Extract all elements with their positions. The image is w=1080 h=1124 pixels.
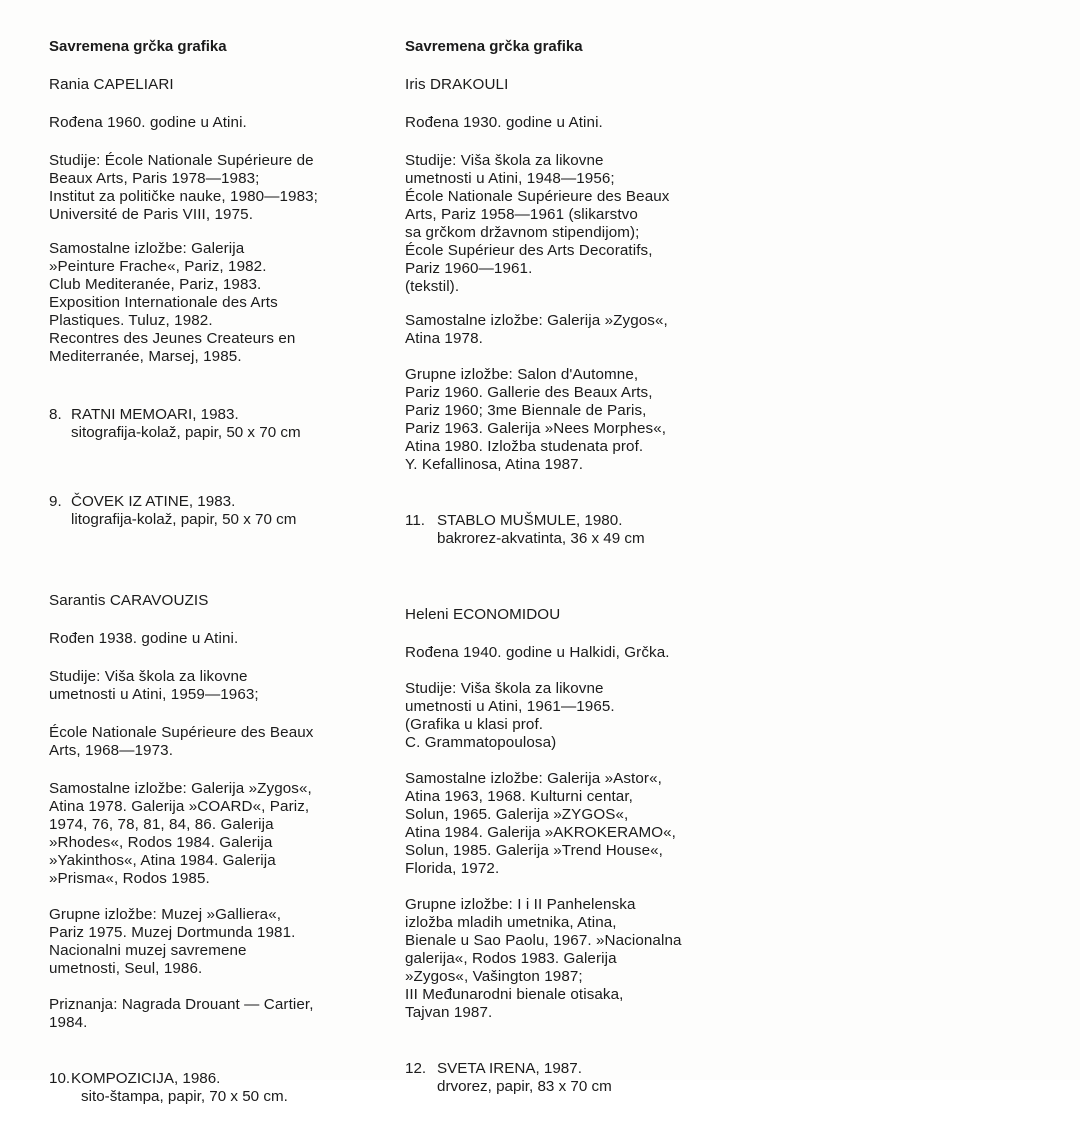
artist-born-economidou: Rođena 1940. godine u Halkidi, Grčka. [405,644,670,661]
work-detail: bakrorez-akvatinta, 36 x 49 cm [437,530,645,547]
work-item-12 [405,1042,735,1114]
artist-born-capeliari: Rođena 1960. godine u Atini. [49,114,247,131]
right-column [405,36,735,1114]
artist-solo-drakouli: Samostalne izložbe: Galerija »Zygos«, Atina 1978. [405,312,668,347]
work-title: RATNI MEMOARI, 1983. [71,406,239,423]
artist-group-drakouli: Grupne izložbe: Salon d'Automne, Pariz 1960. Gallerie des Beaux Arts, Pariz 1960; 3me Biennale de Paris, Pariz 1963. Galerija »Nees Morphes«, Atina 1980. Izložba studenata prof. Y. Kefallinosa, Atina 1987. [405,366,667,473]
work-item-9 [49,475,379,547]
work-item-8 [49,388,379,460]
artist-group-caravouzis: Grupne izložbe: Muzej »Galliera«, Pariz 1975. Muzej Dortmunda 1981. Nacionalni muzej savremene umetnosti, Seul, 1986. [49,906,296,977]
work-detail: sitografija-kolaž, papir, 50 x 70 cm [71,424,301,441]
artist-name-drakouli: Iris DRAKOULI [405,76,509,93]
artist-name-caravouzis: Sarantis CARAVOUZIS [49,592,209,609]
artist-born-drakouli: Rođena 1930. godine u Atini. [405,114,603,131]
work-number: 9. [49,493,62,510]
work-title: STABLO MUŠMULE, 1980. [437,512,623,529]
work-title: ČOVEK IZ ATINE, 1983. [71,493,236,510]
work-item-10 [49,1052,379,1124]
artist-name-capeliari: Rania CAPELIARI [49,76,174,93]
artist-solo-capeliari: Samostalne izložbe: Galerija »Peinture Frache«, Pariz, 1982. Club Mediteranée, Pariz, 1983. Exposition Internationale des Arts Plastiques. Tuluz, 1982. Recontres des Jeunes Createurs en Mediterranée, Marsej, 1985. [49,240,296,365]
artist-group-economidou: Grupne izložbe: I i II Panhelenska izložba mladih umetnika, Atina, Bienale u Sao Paolu, 1967. »Nacionalna galerija«, Rodos 1983. Galerija »Zygos«, Vašington 1987; III Međunarodni bienale otisaka, Tajvan 1987. [405,896,682,1021]
work-title: KOMPOZICIJA, 1986. [71,1070,221,1087]
work-detail: litografija-kolaž, papir, 50 x 70 cm [71,511,297,528]
left-heading: Savremena grčka grafika [49,38,227,55]
work-number: 8. [49,406,62,423]
work-detail: drvorez, papir, 83 x 70 cm [437,1078,612,1095]
artist-born-caravouzis: Rođen 1938. godine u Atini. [49,630,239,647]
right-heading: Savremena grčka grafika [405,38,583,55]
work-title: SVETA IRENA, 1987. [437,1060,582,1077]
artist-studies-drakouli: Studije: Viša škola za likovne umetnosti u Atini, 1948—1956; École Nationale Supérieure des Beaux Arts, Pariz 1958—1961 (slikarstvo sa grčkom državnom stipendijom); École Supérieur des Arts Decoratifs, Pariz 1960—1961. (tekstil). [405,152,670,295]
artist-awards-caravouzis: Priznanja: Nagrada Drouant — Cartier, 1984. [49,996,314,1031]
artist-solo-caravouzis: Samostalne izložbe: Galerija »Zygos«, Atina 1978. Galerija »COARD«, Pariz, 1974, 76, 78, 81, 84, 86. Galerija »Rhodes«, Rodos 1984. Galerija »Yakinthos«, Atina 1984. Galerija »Prisma«, Rodos 1985. [49,780,312,887]
artist-studies-capeliari: Studije: École Nationale Supérieure de Beaux Arts, Paris 1978—1983; Institut za političke nauke, 1980—1983; Université de Paris VIII, 1975. [49,152,319,223]
work-number: 12. [405,1060,427,1077]
work-number: 10. [49,1070,71,1087]
artist-studies-caravouzis-2: École Nationale Supérieure des Beaux Arts, 1968—1973. [49,724,314,759]
left-column [49,36,379,1124]
work-detail: sito-štampa, papir, 70 x 50 cm. [81,1088,288,1105]
artist-solo-economidou: Samostalne izložbe: Galerija »Astor«, Atina 1963, 1968. Kulturni centar, Solun, 1965. Galerija »ZYGOS«, Atina 1984. Galerija »AKROKERAMO«, Solun, 1985. Galerija »Trend House«, Florida, 1972. [405,770,676,877]
artist-studies-caravouzis-1: Studije: Viša škola za likovne umetnosti u Atini, 1959—1963; [49,668,259,703]
artist-studies-economidou: Studije: Viša škola za likovne umetnosti u Atini, 1961—1965. (Grafika u klasi prof. C. Grammatopoulosa) [405,680,615,751]
work-number: 11. [405,512,425,529]
artist-name-economidou: Heleni ECONOMIDOU [405,606,561,623]
work-item-11 [405,494,735,566]
